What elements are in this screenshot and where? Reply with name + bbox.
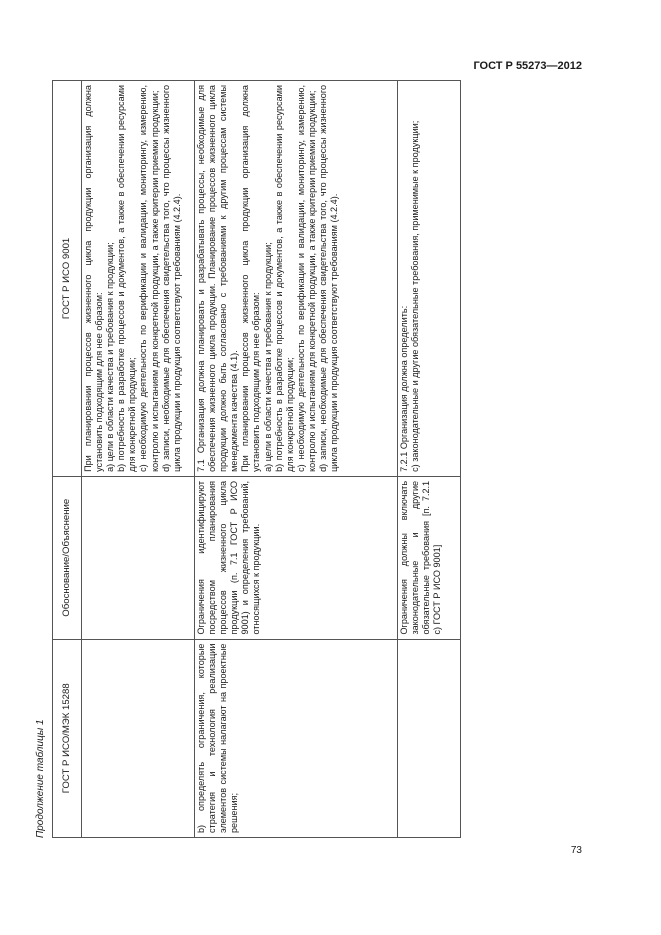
cell-text: b) определять ограничения, которые стратегия и технология реализации элементов системы налагают на проектные решения; <box>196 643 240 833</box>
cell-text: 7.2.1 Организация должна определить: с) законодательные и другие обязательные требования, применимые к продукции; <box>399 120 421 472</box>
cell-text: Ограничения идентифицируют посредством планирования процессов жизненного цикла продукции (п. 7.1 ГОСТ Р ИСО 9001) и определения требований, относящихся к продукции. <box>196 480 262 635</box>
table-header-row <box>53 81 82 838</box>
cell-text: При планировании процессов жизненного цикла продукции организация должна установить подходящим для нее образом: а) цели в области качества и требования к продукции; b) потребность в разработке процессов и документов, а также в обеспечении ресурсами для конкретной продукции; с) необходимую деятельность по верификации и валидации, мониторингу, измерению, контролю и испытаниям для конкретной продукции, а также критерии приемки продукции; d) записи, необходимые для обеспечения свидетельства того, что процессы жизненного цикла продукции и продукция соответствуют требованиям (4.2.4). <box>240 85 340 472</box>
cell-text: Ограничения должны включать законодательные и другие обязательные требования [п. 7.2.1 с) ГОСТ Р ИСО 9001] <box>399 480 443 635</box>
table-row <box>82 81 195 838</box>
table-row <box>398 81 461 838</box>
table-cell <box>195 639 398 837</box>
comparison-table <box>52 80 461 838</box>
header-col-iso15288: ГОСТ Р ИСО/МЭК 15288 <box>53 639 82 837</box>
continuation-label: Продолжение таблицы 1 <box>35 719 46 838</box>
table-cell <box>195 81 398 477</box>
table-cell <box>82 476 195 639</box>
table-cell <box>82 81 195 477</box>
header-col-rationale: Обоснование/Объяснение <box>53 476 82 639</box>
table-cell <box>195 476 398 639</box>
table-row <box>195 81 398 838</box>
cell-text: 7.1 Организация должна планировать и разрабатывать процессы, необходимые для обеспечения жизненного цикла продукции. Планирование процессов жизненного цикла продукции должно быть согласовано с требованиями к другим процессам системы менеджмента качества (4.1). <box>196 85 240 472</box>
table-cell <box>398 476 461 639</box>
page-number: 73 <box>570 845 582 856</box>
cell-text: При планировании процессов жизненного цикла продукции организация должна установить подходящим для нее образом: а) цели в области качества и требования к продукции; b) потребность в разработке процессов и документов, а также в обеспечении ресурсами для конкретной продукции; с) необходимую деятельность по верификации и валидации, мониторингу, измерению, контролю и испытаниям для конкретной продукции, а также критерии приемки продукции; d) записи, необходимые для обеспечения свидетельства того, что процессы жизненного цикла продукции и продукция соответствуют требованиям (4.2.4). <box>83 85 182 472</box>
table-cell <box>398 81 461 477</box>
standard-id: ГОСТ Р 55273—2012 <box>473 60 582 72</box>
rotated-content <box>32 80 582 838</box>
table-cell <box>398 639 461 837</box>
header-col-iso9001: ГОСТ Р ИСО 9001 <box>53 81 82 477</box>
table-cell <box>82 639 195 837</box>
